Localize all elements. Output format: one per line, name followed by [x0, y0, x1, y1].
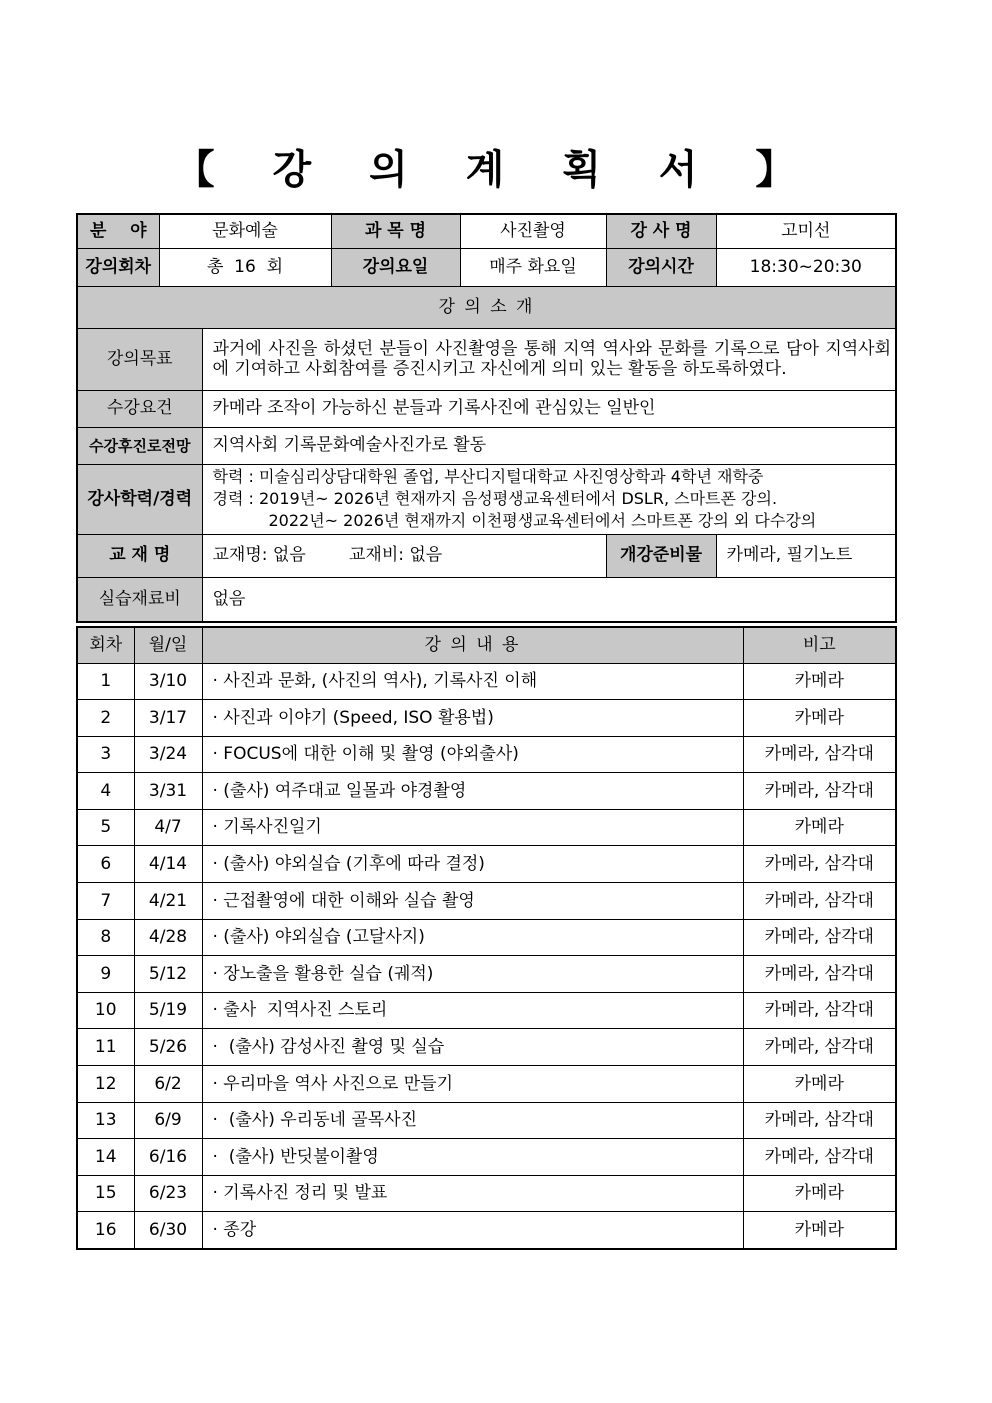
session-date: 6/16 [134, 1139, 202, 1176]
table-row [77, 1029, 896, 1066]
session-note: 카메라, 삼각대 [743, 883, 896, 920]
session-content: · (출사) 야외실습 (고달사지) [202, 919, 743, 956]
session-content: · 사진과 문화, (사진의 역사), 기록사진 이해 [202, 663, 743, 700]
session-note: 카메라, 삼각대 [743, 919, 896, 956]
time-value: 18:30~20:30 [716, 248, 896, 286]
session-number: 7 [77, 883, 134, 920]
goal-label: 강의목표 [77, 328, 202, 390]
session-date: 3/17 [134, 700, 202, 737]
field-label: 분 야 [77, 214, 159, 248]
career-label: 수강후진로전망 [77, 427, 202, 464]
session-note: 카메라, 삼각대 [743, 992, 896, 1029]
time-label: 강의시간 [606, 248, 716, 286]
session-number: 9 [77, 956, 134, 993]
session-date: 4/7 [134, 809, 202, 846]
session-number: 3 [77, 736, 134, 773]
subject-label: 과 목 명 [331, 214, 460, 248]
bio-career-1: 경력 : 2019년~ 2026년 현재까지 음성평생교육센터에서 DSLR, 스마트폰 강의. [212, 489, 778, 508]
session-number: 5 [77, 809, 134, 846]
session-content: · (출사) 여주대교 일몰과 야경촬영 [202, 773, 743, 810]
schedule-header-content: 강 의 내 용 [202, 627, 743, 663]
session-number: 11 [77, 1029, 134, 1066]
page-title: 【 강 의 계 획 서 】 [174, 147, 818, 193]
textbook-label: 교 재 명 [77, 534, 202, 577]
table-row [77, 700, 896, 737]
session-content: · (출사) 야외실습 (기후에 따라 결정) [202, 846, 743, 883]
session-note: 카메라 [743, 663, 896, 700]
schedule-table [76, 626, 897, 1250]
session-content: · 사진과 이야기 (Speed, ISO 활용법) [202, 700, 743, 737]
table-row [77, 846, 896, 883]
session-date: 5/12 [134, 956, 202, 993]
session-number: 12 [77, 1066, 134, 1103]
table-row [77, 1212, 896, 1249]
session-content: · 근접촬영에 대한 이해와 실습 촬영 [202, 883, 743, 920]
session-date: 4/28 [134, 919, 202, 956]
day-label: 강의요일 [331, 248, 460, 286]
schedule-header-note: 비고 [743, 627, 896, 663]
session-note: 카메라 [743, 1066, 896, 1103]
session-note: 카메라, 삼각대 [743, 1102, 896, 1139]
bio-career-2: 2022년~ 2026년 현재까지 이천평생교육센터에서 스마트폰 강의 외 다수강의 [268, 511, 817, 530]
session-content: · FOCUS에 대한 이해 및 촬영 (야외출사) [202, 736, 743, 773]
bio-label: 강사학력/경력 [77, 464, 202, 534]
session-note: 카메라 [743, 700, 896, 737]
session-note: 카메라, 삼각대 [743, 773, 896, 810]
table-row [77, 663, 896, 700]
session-date: 5/26 [134, 1029, 202, 1066]
session-content: · (출사) 감성사진 촬영 및 실습 [202, 1029, 743, 1066]
session-content: · (출사) 반딧불이촬영 [202, 1139, 743, 1176]
sessions-value: 총 16 회 [159, 248, 331, 286]
session-number: 2 [77, 700, 134, 737]
session-content: · 우리마을 역사 사진으로 만들기 [202, 1066, 743, 1103]
session-number: 4 [77, 773, 134, 810]
sessions-label: 강의회차 [77, 248, 159, 286]
session-date: 4/21 [134, 883, 202, 920]
session-number: 10 [77, 992, 134, 1029]
session-date: 3/31 [134, 773, 202, 810]
session-date: 6/9 [134, 1102, 202, 1139]
material-fee-label: 실습재료비 [77, 577, 202, 622]
table-row [77, 1139, 896, 1176]
session-date: 5/19 [134, 992, 202, 1029]
field-value: 문화예술 [159, 214, 331, 248]
session-note: 카메라, 삼각대 [743, 1029, 896, 1066]
session-date: 6/23 [134, 1175, 202, 1212]
table-row [77, 736, 896, 773]
goal-value: 과거에 사진을 하셨던 분들이 사진촬영을 통해 지역 역사와 문화를 기록으로 담아 지역사회에 기여하고 사회참여를 증진시키고 자신에게 의미 있는 활동을 하도록하였다. [202, 328, 896, 390]
subject-value: 사진촬영 [460, 214, 606, 248]
table-row [77, 809, 896, 846]
schedule-header-no: 회차 [77, 627, 134, 663]
table-row [77, 1066, 896, 1103]
table-row [77, 883, 896, 920]
session-content: · 종강 [202, 1212, 743, 1249]
session-note: 카메라 [743, 1212, 896, 1249]
session-number: 6 [77, 846, 134, 883]
course-info-table [76, 213, 897, 623]
session-number: 1 [77, 663, 134, 700]
session-number: 14 [77, 1139, 134, 1176]
prep-label: 개강준비물 [606, 534, 716, 577]
table-row [77, 956, 896, 993]
table-row [77, 919, 896, 956]
session-date: 3/24 [134, 736, 202, 773]
intro-section-header: 강 의 소 개 [77, 286, 896, 328]
session-content: · 출사 지역사진 스토리 [202, 992, 743, 1029]
session-note: 카메라, 삼각대 [743, 1139, 896, 1176]
session-content: · (출사) 우리동네 골목사진 [202, 1102, 743, 1139]
session-date: 6/2 [134, 1066, 202, 1103]
session-number: 15 [77, 1175, 134, 1212]
material-fee-value: 없음 [202, 577, 896, 622]
textbook-value: 교재명: 없음 교재비: 없음 [202, 534, 606, 577]
session-number: 8 [77, 919, 134, 956]
session-date: 6/30 [134, 1212, 202, 1249]
career-value: 지역사회 기록문화예술사진가로 활동 [202, 427, 896, 464]
session-note: 카메라 [743, 809, 896, 846]
session-date: 4/14 [134, 846, 202, 883]
session-note: 카메라, 삼각대 [743, 736, 896, 773]
table-row [77, 992, 896, 1029]
table-row [77, 773, 896, 810]
requirement-value: 카메라 조작이 가능하신 분들과 기록사진에 관심있는 일반인 [202, 390, 896, 427]
session-content: · 기록사진일기 [202, 809, 743, 846]
day-value: 매주 화요일 [460, 248, 606, 286]
schedule-header-row [77, 627, 896, 663]
session-note: 카메라 [743, 1175, 896, 1212]
session-date: 3/10 [134, 663, 202, 700]
instructor-value: 고미선 [716, 214, 896, 248]
session-content: · 장노출을 활용한 실습 (궤적) [202, 956, 743, 993]
schedule-header-date: 월/일 [134, 627, 202, 663]
instructor-label: 강 사 명 [606, 214, 716, 248]
session-number: 16 [77, 1212, 134, 1249]
prep-value: 카메라, 필기노트 [716, 534, 896, 577]
session-note: 카메라, 삼각대 [743, 956, 896, 993]
session-note: 카메라, 삼각대 [743, 846, 896, 883]
bio-education: 학력 : 미술심리상담대학원 졸업, 부산디지털대학교 사진영상학과 4학년 재학중 [212, 467, 764, 486]
requirement-label: 수강요건 [77, 390, 202, 427]
bio-value [202, 464, 896, 534]
table-row [77, 1102, 896, 1139]
session-content: · 기록사진 정리 및 발표 [202, 1175, 743, 1212]
session-number: 13 [77, 1102, 134, 1139]
table-row [77, 1175, 896, 1212]
